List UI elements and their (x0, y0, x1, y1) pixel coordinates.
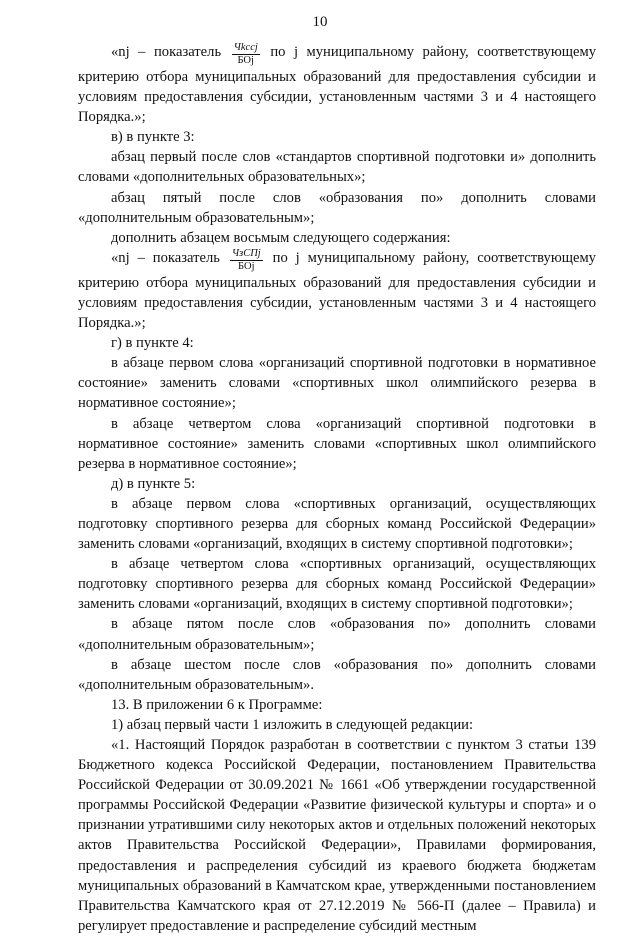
formula-2-numerator: ЧзСПj (231, 247, 261, 259)
formula-1-numerator: Чkccj (233, 42, 258, 53)
paragraph: в абзаце первом слова «организаций спортивной подготовки в нормативное состояние» заменить словами «спортивных школ олимпийского резерва в нормативное состояние»; (78, 355, 596, 412)
formula-1-lead: «nj – показатель (111, 44, 222, 61)
page-number: 10 (312, 14, 328, 30)
paragraph: абзац пятый после слов «образования по» дополнить словами «дополнительным образовательным»; (78, 189, 596, 226)
formula-paragraph-2 (78, 248, 596, 333)
document-body (78, 42, 596, 936)
formula-2-denominator: БОj (238, 260, 255, 272)
paragraph: абзац первый после слов «стандартов спортивной подготовки и» дополнить словами «дополнительных образовательных»; (78, 149, 596, 186)
paragraph: 1) абзац первый части 1 изложить в следующей редакции: (111, 716, 474, 733)
formula-1-denominator: БОj (237, 55, 254, 66)
paragraph-point-g: г) в пункте 4: (111, 335, 194, 352)
formula-paragraph-1 (78, 42, 596, 127)
formula-2-tail: по j муниципальному району, соответствующему критерию отбора муниципальных образований для предоставления субсидии и условиям предоставления субсидии, установленным частями 3 и 4 настоящего Порядка.»; (78, 250, 596, 332)
paragraph-item-13: 13. В приложении 6 к Программе: (111, 696, 323, 713)
paragraph: дополнить абзацем восьмым следующего содержания: (111, 229, 451, 246)
paragraph-point-d: д) в пункте 5: (111, 475, 196, 492)
formula-1-tail: по j муниципальному району, соответствующему критерию отбора муниципальных образований для предоставления субсидии и условиям предоставления субсидии, установленным частями 3 и 4 настоящего Порядка.»; (78, 44, 597, 126)
paragraph: в абзаце четвертом слова «спортивных организаций, осуществляющих подготовку спортивного резерва для сборных команд Российской Федерации» заменить словами «организаций, входящих в систему спортивной подготовки»; (78, 556, 596, 613)
formula-2-fraction (230, 248, 263, 273)
paragraph-quoted-text: «1. Настоящий Порядок разработан в соответствии с пунктом 3 статьи 139 Бюджетного кодекса Российской Федерации, постановлением Правительства Российской Федерации от 30.09.2021 № 1661 «Об утверждении государственной программы Российской Федерации «Развитие физической культуры и спорта» и о признании утратившими силу некоторых актов и отдельных положений некоторых актов Правительства Российской Федерации», Правилами формирования, предоставления и распределения субсидий из краевого бюджета бюджетам муниципальных образований в Камчатском крае, утвержденными постановлением Правительства Камчатского края от 27.12.2019 № 566-П (далее – Правила) и регулирует предоставление и распределение субсидий местным (78, 737, 596, 934)
paragraph: в абзаце четвертом слова «организаций спортивной подготовки в нормативное состояние» заменить словами «спортивных школ олимпийского резерва в нормативное состояние»; (78, 415, 596, 472)
paragraph-point-v: в) в пункте 3: (111, 129, 195, 146)
formula-2-lead: «nj – показатель (111, 250, 220, 267)
paragraph: в абзаце пятом после слов «образования по» дополнить словами «дополнительным образовательным»; (78, 616, 596, 653)
paragraph: в абзаце первом слова «спортивных организаций, осуществляющих подготовку спортивного резерва для сборных команд Российской Федерации» заменить словами «организаций, входящих в систему спортивной подготовки»; (78, 495, 596, 553)
paragraph: в абзаце шестом после слов «образования по» дополнить словами «дополнительным образовательным». (78, 656, 596, 693)
formula-1-fraction (232, 42, 260, 67)
